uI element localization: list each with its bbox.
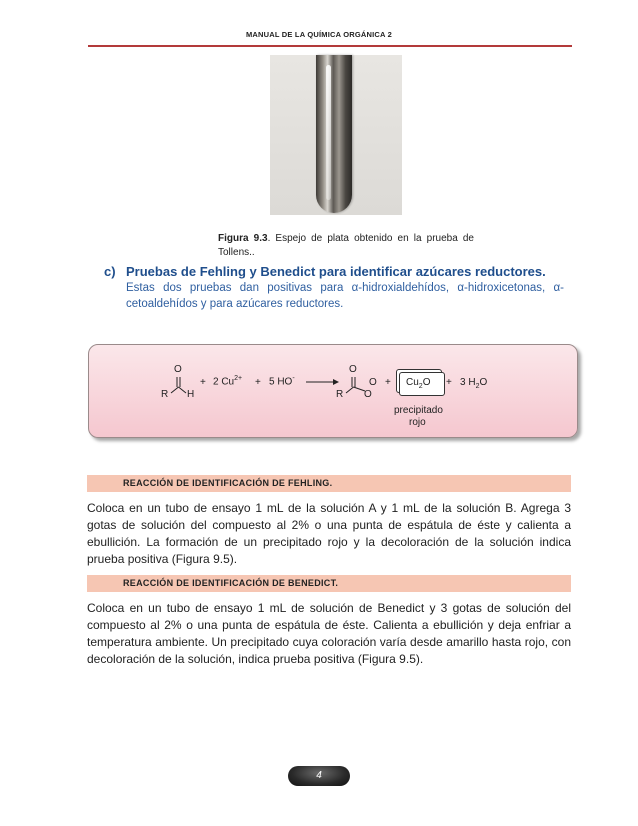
hydroxide-charge: - bbox=[292, 375, 295, 382]
tube-highlight bbox=[326, 65, 331, 200]
plus-sign-2: + bbox=[255, 377, 261, 388]
test-tube-image bbox=[316, 55, 352, 213]
product-r-group: R bbox=[336, 389, 344, 400]
hydroxide-text: 5 HO bbox=[269, 376, 293, 388]
header-rule bbox=[88, 45, 572, 47]
water-subscript: 2 bbox=[475, 383, 480, 390]
benedict-heading-text: REACCIÓN DE IDENTIFICACIÓN DE BENEDICT. bbox=[123, 578, 339, 588]
section-c-title bbox=[104, 264, 564, 280]
figure-label: Figura 9.3 bbox=[218, 233, 268, 244]
benedict-paragraph: Coloca en un tubo de ensayo 1 mL de solución de Benedict y 3 gotas de solución del compuesto al 2% o una punta de espátula de éste. Calienta a ebullición y deja enfriar a temperatura ambiente. Un precipitado cuya coloración varía desde amarillo hasta rojo, con decoloración de la solución, indica prueba positiva (Figura 9.5). bbox=[87, 601, 571, 666]
figure-text: . Espejo de plata obtenido en la prueba de Tollens.. bbox=[218, 233, 474, 258]
fehling-heading-text: REACCIÓN DE IDENTIFICACIÓN DE FEHLING. bbox=[123, 478, 333, 488]
hydroxide-reagent bbox=[269, 375, 295, 387]
reactant-oxygen: O bbox=[174, 364, 182, 375]
reactant-hydrogen: H bbox=[187, 389, 195, 400]
page-number: 4 bbox=[288, 766, 350, 786]
fehling-paragraph: Coloca en un tubo de ensayo 1 mL de la solución A y 1 mL de la solución B. Agrega 3 gotas de solución del compuesto al 2% o una punta de espátula de éste y calienta a ebullición. La formación de un precipitado rojo y la decoloración de la solución indica prueba positiva (Figura 9.5). bbox=[87, 501, 571, 566]
copper-reagent bbox=[213, 375, 242, 387]
section-c bbox=[104, 264, 564, 312]
plus-sign-4: + bbox=[446, 377, 452, 388]
page-header bbox=[0, 30, 638, 39]
cu2o-formula bbox=[406, 377, 430, 390]
cu2o-oxygen: O bbox=[422, 377, 431, 388]
product-oxygen-anion: O bbox=[369, 377, 377, 388]
water-formula bbox=[460, 377, 487, 390]
plus-sign-1: + bbox=[200, 377, 206, 388]
figure-caption bbox=[218, 232, 474, 260]
plus-sign-3: + bbox=[385, 377, 391, 388]
section-c-letter: c) bbox=[104, 264, 116, 279]
product-oxygen-bottom: O bbox=[364, 389, 372, 400]
cu2o-cu: Cu bbox=[406, 377, 419, 388]
copper-text: 2 Cu bbox=[213, 376, 235, 388]
section-c-description: Estas dos pruebas dan positivas para α-hidroxialdehídos, α-hidroxicetonas, α-cetoaldehídos y para azúcares reductores. bbox=[126, 282, 564, 310]
figure-photo bbox=[270, 55, 402, 215]
precipitate-label-2: rojo bbox=[409, 417, 426, 428]
water-h: 3 H bbox=[460, 377, 476, 388]
header-title: MANUAL DE LA QUÍMICA ORGÁNICA 2 bbox=[245, 30, 393, 39]
precipitate-label-1: precipitado bbox=[394, 405, 443, 416]
cu2o-subscript: 2 bbox=[418, 383, 423, 390]
product-oxygen-top: O bbox=[349, 364, 357, 375]
copper-charge: 2+ bbox=[234, 375, 243, 382]
fehling-heading bbox=[87, 475, 571, 492]
reactant-r-group: R bbox=[161, 389, 169, 400]
water-oxygen: O bbox=[479, 377, 488, 388]
section-c-title-text: Pruebas de Fehling y Benedict para identificar azúcares reductores. bbox=[126, 264, 546, 279]
reaction-scheme bbox=[88, 344, 578, 438]
benedict-heading bbox=[87, 575, 571, 592]
